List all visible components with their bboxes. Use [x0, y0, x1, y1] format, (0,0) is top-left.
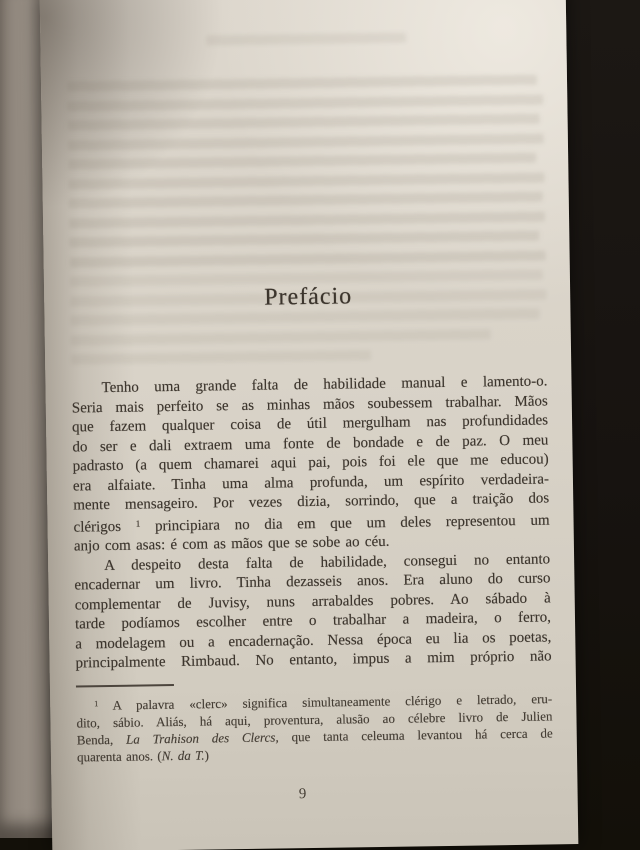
bleed-through-line	[67, 94, 543, 111]
text-segment: tarde podíamos escolher entre o trabalhar a madeira, o ferro,	[74, 609, 552, 633]
bleed-through-line	[71, 350, 371, 364]
bleed-through-line	[68, 172, 544, 189]
paragraph	[71, 372, 550, 557]
text-segment: Benda,	[76, 731, 127, 748]
footnote-marker: 1	[94, 699, 99, 709]
text-segment: A despeito desta falta de habilidade, consegui no entanto	[104, 551, 551, 574]
text-segment: principiara no dia em que um deles representou um	[140, 512, 550, 535]
bleed-through-line	[67, 75, 537, 92]
bleed-through-line	[69, 192, 543, 209]
bleed-through-line	[68, 114, 540, 131]
bleed-through-line	[69, 231, 539, 248]
bleed-through-line	[70, 250, 546, 267]
text-segment: era alfaiate. Tinha uma alma profunda, um espírito verdadeira-	[72, 470, 550, 495]
text-segment: La Trahison des Clercs,	[125, 729, 279, 747]
text-segment: mente mensageiro. Por vezes dizia, sorrindo, que a traição dos	[73, 490, 550, 514]
text-segment: )	[204, 747, 210, 763]
bleed-through-line	[206, 33, 406, 46]
text-segment: Tenho uma grande falta de habilidade manual e lamento-o.	[101, 373, 548, 397]
footnote-separator	[76, 684, 174, 687]
text-segment: A palavra «clerc» significa simultaneamente clérigo e letrado, eru-	[98, 691, 553, 713]
text-segment: que tanta celeuma levantou há cerca de	[278, 725, 553, 745]
text-segment: principalmente Rimbaud. No entanto, impus a mim próprio não	[75, 648, 552, 672]
page-number: 9	[298, 786, 307, 803]
paragraph	[74, 550, 552, 674]
text-segment: encadernar um livro. Tinha dezasseis anos. Era aluno do curso	[74, 570, 551, 594]
footnote	[76, 688, 553, 765]
bleed-through-line	[68, 133, 544, 150]
bleed-through-line	[69, 211, 545, 228]
text-segment: que fazem qualquer coisa de útil mergulham nas profundidades	[71, 412, 549, 436]
bleed-through-line	[68, 153, 536, 170]
text-segment: dito, sábio. Aliás, há aqui, proventura, alusão ao célebre livro de Julien	[76, 708, 553, 731]
page-content	[66, 0, 555, 850]
text-segment: padrasto (a quem chamarei aqui pai, pois foi ele que me educou)	[72, 451, 549, 475]
text-segment: Seria mais perfeito se as minhas mãos soubessem trabalhar. Mãos	[71, 392, 548, 417]
text-segment: complementar de Juvisy, nuns arrabaldes pobres. Ao sábado à	[74, 590, 551, 614]
body-text	[71, 372, 551, 674]
text-segment: clérigos	[73, 518, 136, 536]
footnote-marker: 1	[135, 519, 141, 530]
text-segment: do ser e dali extraem uma fonte de bondade e de paz. O meu	[72, 431, 549, 456]
text-segment: a modelagem ou a encadernação. Nessa época eu lia os poetas,	[75, 629, 552, 653]
book-page	[40, 0, 579, 850]
text-segment: anjo com asas: é com as mãos que se sobe ao céu.	[73, 533, 390, 555]
text-segment: N. da T.	[161, 747, 205, 763]
bleed-through-line	[71, 329, 491, 345]
text-segment: quarenta anos. (	[76, 747, 162, 765]
chapter-heading: Prefácio	[264, 283, 353, 311]
